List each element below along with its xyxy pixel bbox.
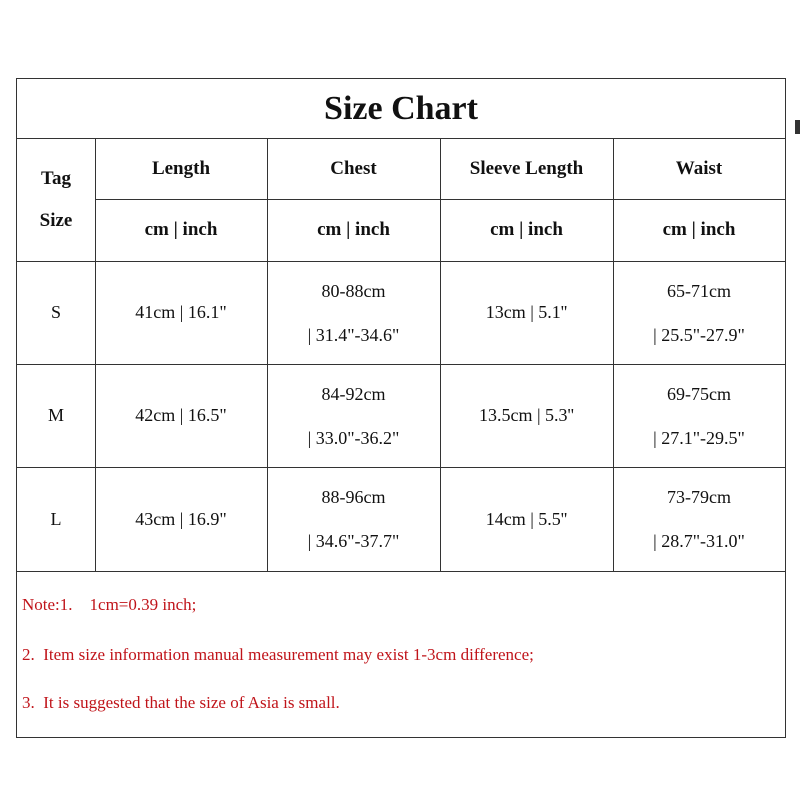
length-l: 43cm | 16.9" [135,508,227,529]
waist-m-inch: | 27.1"-29.5" [653,427,745,448]
waist-l-cm: 73-79cm [667,487,731,507]
tag-size-header [17,139,95,261]
edge-mark [795,120,800,134]
column-header-chest: Chest [330,158,377,179]
chest-m-cm: 84-92cm [321,383,386,404]
chest-l [267,467,440,571]
size-m: M [47,405,64,425]
column-header-waist: Waist [675,158,723,179]
chest-l-cm: 88-96cm [321,487,386,507]
chest-s-cm: 80-88cm [321,280,386,301]
waist-s [613,261,785,364]
note-2: 2. Item size information manual measurement may exist 1-3cm difference; [22,645,534,664]
chest-s [267,261,440,364]
chest-l-inch: | 34.6"-37.7" [307,531,400,551]
chest-m-inch: | 33.0"-36.2" [307,427,400,448]
waist-s-inch: | 25.5"-27.9" [653,324,745,345]
column-header-length: Length [151,158,211,179]
tag-label: Tag [41,168,71,189]
size-label: Size [39,210,73,231]
size-s: S [50,302,61,322]
sleeve-l: 14cm | 5.5'' [485,508,568,529]
unit-length: cm | inch [144,219,218,240]
size-chart [16,78,786,738]
size-l: L [50,508,62,529]
sleeve-m: 13.5cm | 5.3'' [478,405,575,425]
waist-m-cm: 69-75cm [667,383,731,404]
note-3: 3. It is suggested that the size of Asia is small. [22,693,340,712]
chest-s-inch: | 31.4"-34.6" [307,324,400,345]
column-header-sleeve-length: Sleeve Length [469,158,584,179]
unit-sleeve-length: cm | inch [490,219,563,240]
waist-l-inch: | 28.7"-31.0" [653,531,745,551]
length-s: 41cm | 16.1" [135,302,227,322]
sleeve-s: 13cm | 5.1'' [485,302,568,322]
unit-chest: cm | inch [317,219,390,240]
grid-line [17,571,785,572]
length-m: 42cm | 16.5" [135,405,227,425]
unit-waist: cm | inch [662,219,736,240]
note-1: Note:1. 1cm=0.39 inch; [22,595,197,614]
waist-l [613,467,785,571]
waist-s-cm: 65-71cm [667,280,731,301]
chest-m [267,364,440,467]
chart-title: Size Chart [17,79,785,139]
waist-m [613,364,785,467]
